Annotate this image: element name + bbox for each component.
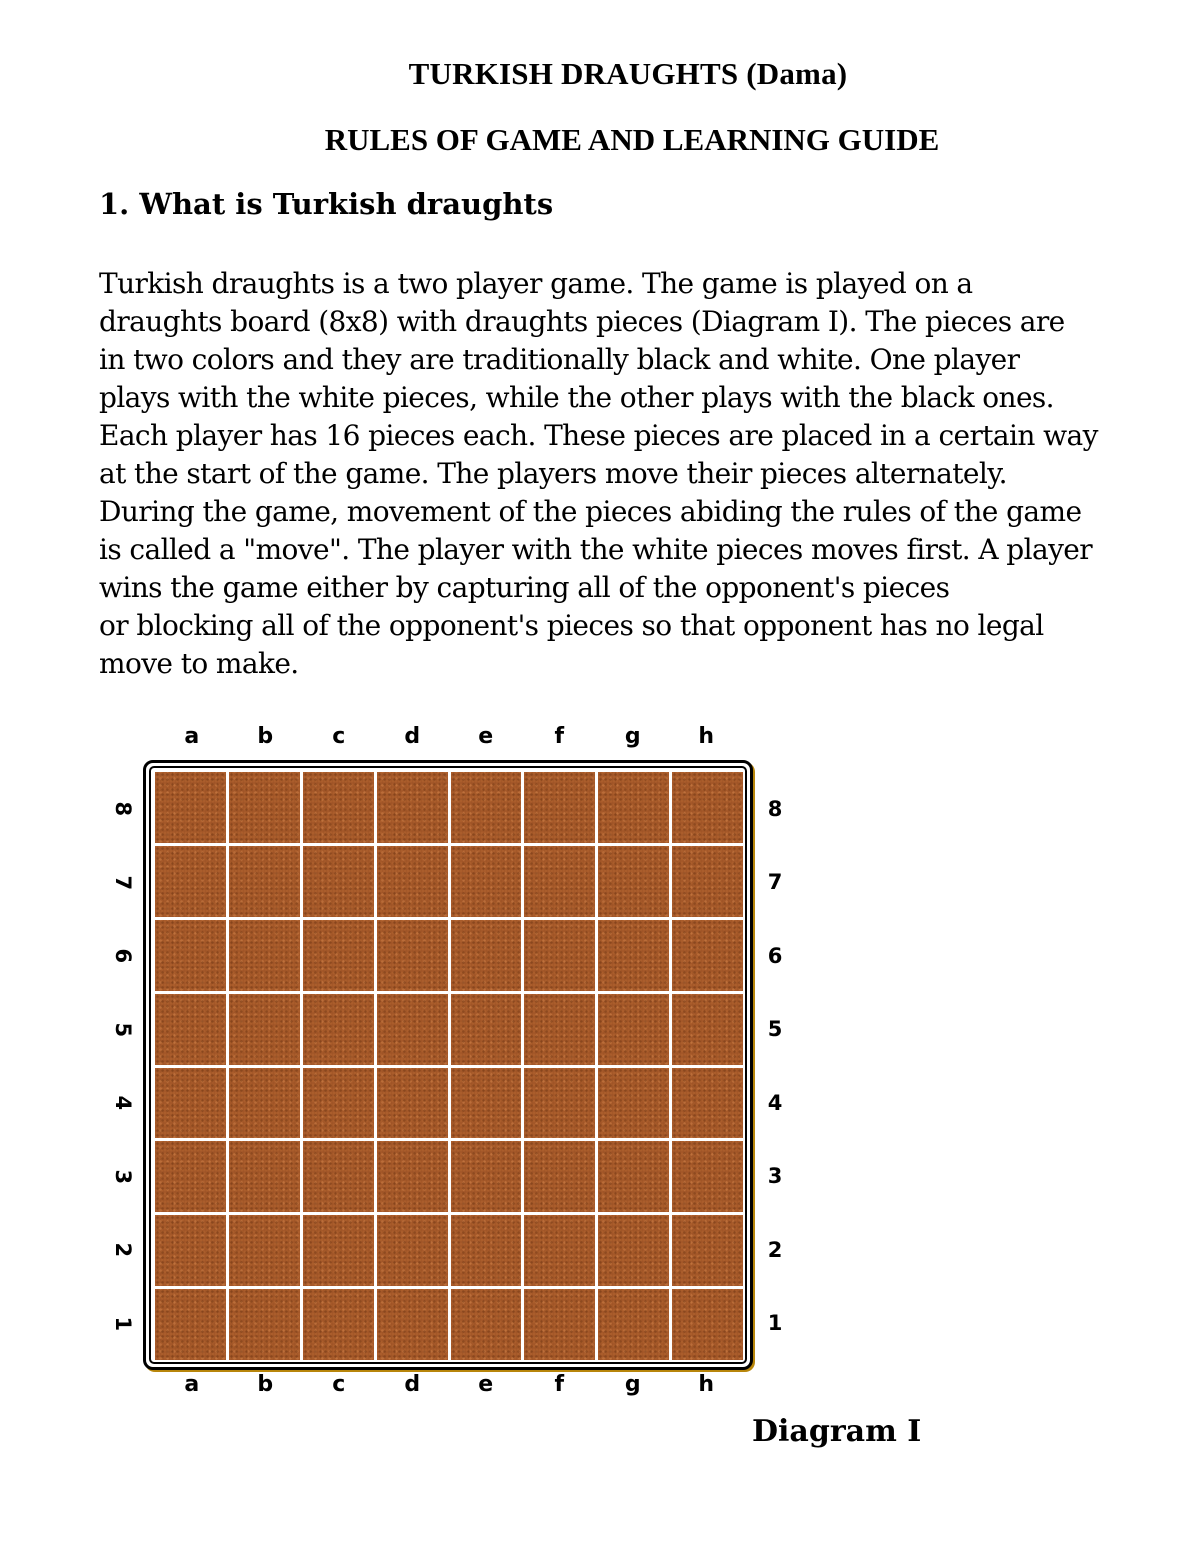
board-square-d6 — [377, 920, 448, 991]
rank-label: 1 — [111, 1315, 135, 1331]
file-label: g — [624, 724, 641, 749]
board-square-d7 — [377, 846, 448, 917]
file-label: e — [478, 1372, 494, 1397]
board-square-b7 — [229, 846, 300, 917]
board-square-g2 — [598, 1215, 669, 1286]
board-square-h3 — [672, 1141, 743, 1212]
board-square-c6 — [303, 920, 374, 991]
board-square-b3 — [229, 1141, 300, 1212]
file-label: f — [554, 724, 565, 749]
board-square-b4 — [229, 1068, 300, 1139]
diagram-caption: Diagram I — [752, 1414, 922, 1449]
board-square-f7 — [524, 846, 595, 917]
board-square-h7 — [672, 846, 743, 917]
board-square-g6 — [598, 920, 669, 991]
board-square-a2 — [155, 1215, 226, 1286]
rank-label: 6 — [767, 943, 783, 968]
board-rank-labels-left — [110, 772, 136, 1360]
rank-label: 7 — [111, 874, 135, 890]
file-label: d — [404, 1372, 421, 1397]
board-square-f3 — [524, 1141, 595, 1212]
file-label: d — [404, 724, 421, 749]
paragraph-line: draughts board (8x8) with draughts pieces (Diagram I). The pieces are — [99, 305, 1065, 338]
board-square-c3 — [303, 1141, 374, 1212]
board-square-c7 — [303, 846, 374, 917]
board-square-f1 — [524, 1289, 595, 1360]
paragraph-line: move to make. — [99, 647, 299, 680]
board-square-f6 — [524, 920, 595, 991]
board-square-e7 — [451, 846, 522, 917]
board-square-c1 — [303, 1289, 374, 1360]
draughts-board — [155, 772, 743, 1360]
board-square-h6 — [672, 920, 743, 991]
rank-label: 1 — [767, 1311, 783, 1336]
document-title: TURKISH DRAUGHTS (Dama) — [408, 56, 848, 91]
paragraph-line: in two colors and they are traditionally black and white. One player — [99, 343, 1020, 376]
paragraph-line: plays with the white pieces, while the other plays with the black ones. — [99, 381, 1054, 414]
board-square-d4 — [377, 1068, 448, 1139]
board-square-a5 — [155, 994, 226, 1065]
file-label: b — [257, 724, 274, 749]
rank-label: 8 — [767, 796, 783, 821]
paragraph-line: Turkish draughts is a two player game. The game is played on a — [99, 267, 973, 300]
paragraph-line: at the start of the game. The players move their pieces alternately. — [99, 457, 1007, 490]
file-label: c — [332, 724, 346, 749]
rank-label: 6 — [111, 948, 135, 964]
rank-label: 2 — [767, 1237, 783, 1262]
board-square-h1 — [672, 1289, 743, 1360]
board-square-e5 — [451, 994, 522, 1065]
file-label: b — [257, 1372, 274, 1397]
board-square-f8 — [524, 772, 595, 843]
board-square-c4 — [303, 1068, 374, 1139]
board-square-a6 — [155, 920, 226, 991]
board-square-c5 — [303, 994, 374, 1065]
board-square-h4 — [672, 1068, 743, 1139]
section-heading: 1. What is Turkish draughts — [99, 187, 554, 221]
board-file-labels-bottom — [155, 1370, 743, 1400]
board-square-d3 — [377, 1141, 448, 1212]
paragraph-line: is called a "move". The player with the white pieces moves first. A player — [99, 533, 1093, 566]
paragraph-line: or blocking all of the opponent's pieces so that opponent has no legal — [99, 609, 1044, 642]
board-square-a8 — [155, 772, 226, 843]
board-square-e3 — [451, 1141, 522, 1212]
board-square-e2 — [451, 1215, 522, 1286]
rank-label: 3 — [111, 1168, 135, 1184]
board-rank-labels-right — [762, 772, 788, 1360]
board-square-g1 — [598, 1289, 669, 1360]
board-square-d2 — [377, 1215, 448, 1286]
board-square-d1 — [377, 1289, 448, 1360]
rank-label: 4 — [111, 1095, 135, 1111]
board-square-h8 — [672, 772, 743, 843]
board-square-g8 — [598, 772, 669, 843]
board-square-b6 — [229, 920, 300, 991]
rank-label: 2 — [111, 1242, 135, 1258]
board-square-e6 — [451, 920, 522, 991]
file-label: e — [478, 724, 494, 749]
file-label: f — [554, 1372, 565, 1397]
file-label: a — [184, 1372, 200, 1397]
file-label: a — [184, 724, 200, 749]
board-square-f2 — [524, 1215, 595, 1286]
board-square-e4 — [451, 1068, 522, 1139]
board-square-h5 — [672, 994, 743, 1065]
board-square-g3 — [598, 1141, 669, 1212]
rank-label: 7 — [767, 870, 783, 895]
board-square-c2 — [303, 1215, 374, 1286]
board-square-g4 — [598, 1068, 669, 1139]
board-square-b8 — [229, 772, 300, 843]
rank-label: 5 — [111, 1021, 135, 1037]
board-square-g5 — [598, 994, 669, 1065]
file-label: g — [624, 1372, 641, 1397]
board-square-e1 — [451, 1289, 522, 1360]
file-label: c — [332, 1372, 346, 1397]
board-file-labels-top — [155, 722, 743, 752]
rank-label: 8 — [111, 801, 135, 817]
file-label: h — [698, 1372, 715, 1397]
board-square-f4 — [524, 1068, 595, 1139]
paragraph-line: During the game, movement of the pieces abiding the rules of the game — [99, 495, 1082, 528]
document-subtitle: RULES OF GAME AND LEARNING GUIDE — [324, 122, 940, 157]
board-square-d8 — [377, 772, 448, 843]
board-square-a1 — [155, 1289, 226, 1360]
board-square-a3 — [155, 1141, 226, 1212]
board-square-b1 — [229, 1289, 300, 1360]
board-square-e8 — [451, 772, 522, 843]
board-square-f5 — [524, 994, 595, 1065]
board-square-c8 — [303, 772, 374, 843]
rank-label: 3 — [767, 1164, 783, 1189]
board-square-b2 — [229, 1215, 300, 1286]
body-paragraph — [99, 265, 1179, 683]
rank-label: 4 — [767, 1090, 783, 1115]
board-square-a7 — [155, 846, 226, 917]
board-square-d5 — [377, 994, 448, 1065]
board-square-h2 — [672, 1215, 743, 1286]
file-label: h — [698, 724, 715, 749]
paragraph-line: wins the game either by capturing all of the opponent's pieces — [99, 571, 950, 604]
rank-label: 5 — [767, 1017, 783, 1042]
board-square-g7 — [598, 846, 669, 917]
paragraph-line: Each player has 16 pieces each. These pieces are placed in a certain way — [99, 419, 1098, 452]
board-square-a4 — [155, 1068, 226, 1139]
board-square-b5 — [229, 994, 300, 1065]
